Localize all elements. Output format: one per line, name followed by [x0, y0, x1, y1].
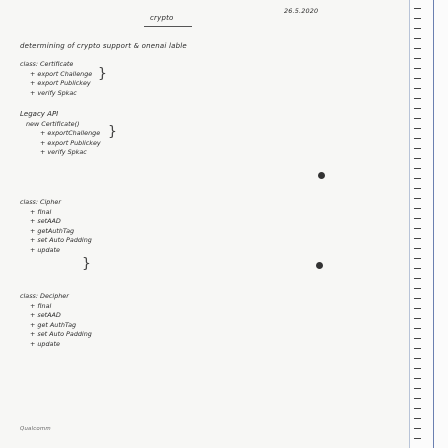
spiral-tick — [414, 338, 421, 339]
certificate-class-block — [20, 60, 92, 98]
page-heading: determining of crypto support & onenai lable — [20, 42, 187, 50]
spiral-tick — [414, 398, 421, 399]
spiral-tick — [414, 208, 421, 209]
spiral-tick — [414, 18, 421, 19]
legacy-api-block — [20, 110, 101, 158]
spiral-tick — [414, 388, 421, 389]
legacy-title: Legacy API — [20, 110, 59, 118]
spiral-tick — [414, 188, 421, 189]
spiral-tick — [414, 108, 421, 109]
list-item: + setAAD — [30, 311, 61, 319]
list-item: + export Publickey — [30, 79, 91, 87]
notebook-spiral-edge — [409, 0, 448, 448]
spiral-tick — [414, 158, 421, 159]
spiral-tick — [414, 138, 421, 139]
spiral-tick — [414, 298, 421, 299]
spiral-tick — [414, 278, 421, 279]
list-item: + verify Spkac — [30, 88, 77, 97]
spiral-tick — [414, 148, 421, 149]
spiral-tick — [414, 358, 421, 359]
spiral-tick — [414, 318, 421, 319]
brace-mark: } — [98, 66, 107, 82]
list-item: + getAuthTag — [30, 226, 75, 235]
brace-mark: } — [108, 124, 117, 140]
brace-mark: } — [82, 256, 91, 272]
hole-punch-dot — [318, 172, 325, 179]
footer-brand: Qualcomm — [20, 426, 51, 432]
legacy-sub: new Certificate() — [26, 119, 80, 128]
spiral-tick — [414, 348, 421, 349]
spiral-tick — [414, 68, 421, 69]
spiral-tick — [414, 408, 421, 409]
spiral-tick — [414, 308, 421, 309]
spiral-tick — [414, 128, 421, 129]
hole-punch-dot — [316, 262, 323, 269]
spiral-tick — [414, 288, 421, 289]
spiral-tick — [414, 58, 421, 59]
spiral-tick — [414, 268, 421, 269]
spiral-tick — [414, 378, 421, 379]
decipher-class-block — [20, 292, 92, 349]
list-item: + set Auto Padding — [30, 236, 92, 244]
spiral-tick — [414, 118, 421, 119]
list-item: + update — [30, 245, 60, 254]
list-item: + set Auto Padding — [30, 330, 92, 338]
list-item: + export Publickey — [40, 138, 101, 147]
title-underline — [144, 26, 192, 27]
spiral-tick — [414, 78, 421, 79]
list-item: + final — [30, 301, 52, 310]
margin-rule — [433, 0, 434, 448]
spiral-tick — [414, 438, 421, 439]
spiral-tick — [414, 238, 421, 239]
class-label: class: Decipher — [20, 292, 69, 300]
spiral-tick — [414, 328, 421, 329]
list-item: + final — [30, 207, 52, 216]
spiral-tick — [414, 198, 421, 199]
list-item: + setAAD — [30, 217, 61, 225]
list-item: + update — [30, 339, 60, 348]
spiral-tick — [414, 258, 421, 259]
spiral-tick — [414, 88, 421, 89]
cipher-class-block — [20, 198, 92, 255]
spiral-tick — [414, 168, 421, 169]
spiral-tick — [414, 218, 421, 219]
class-label: class: Certificate — [20, 60, 74, 68]
spiral-tick — [414, 178, 421, 179]
spiral-tick — [414, 98, 421, 99]
list-item: + get AuthTag — [30, 320, 77, 329]
list-item: + export Challenge — [30, 69, 93, 78]
page-date: 26.5.2020 — [284, 7, 319, 15]
spiral-tick — [414, 38, 421, 39]
list-item: + exportChallenge — [40, 129, 101, 137]
spiral-tick — [414, 28, 421, 29]
spiral-tick — [414, 428, 421, 429]
spiral-tick — [414, 418, 421, 419]
page-title: crypto — [150, 14, 174, 22]
spiral-tick — [414, 368, 421, 369]
class-label: class: Cipher — [20, 198, 61, 206]
spiral-tick — [414, 248, 421, 249]
spiral-tick — [414, 228, 421, 229]
spiral-tick — [414, 8, 421, 9]
list-item: + verify Spkac — [40, 148, 87, 156]
spiral-tick — [414, 48, 421, 49]
